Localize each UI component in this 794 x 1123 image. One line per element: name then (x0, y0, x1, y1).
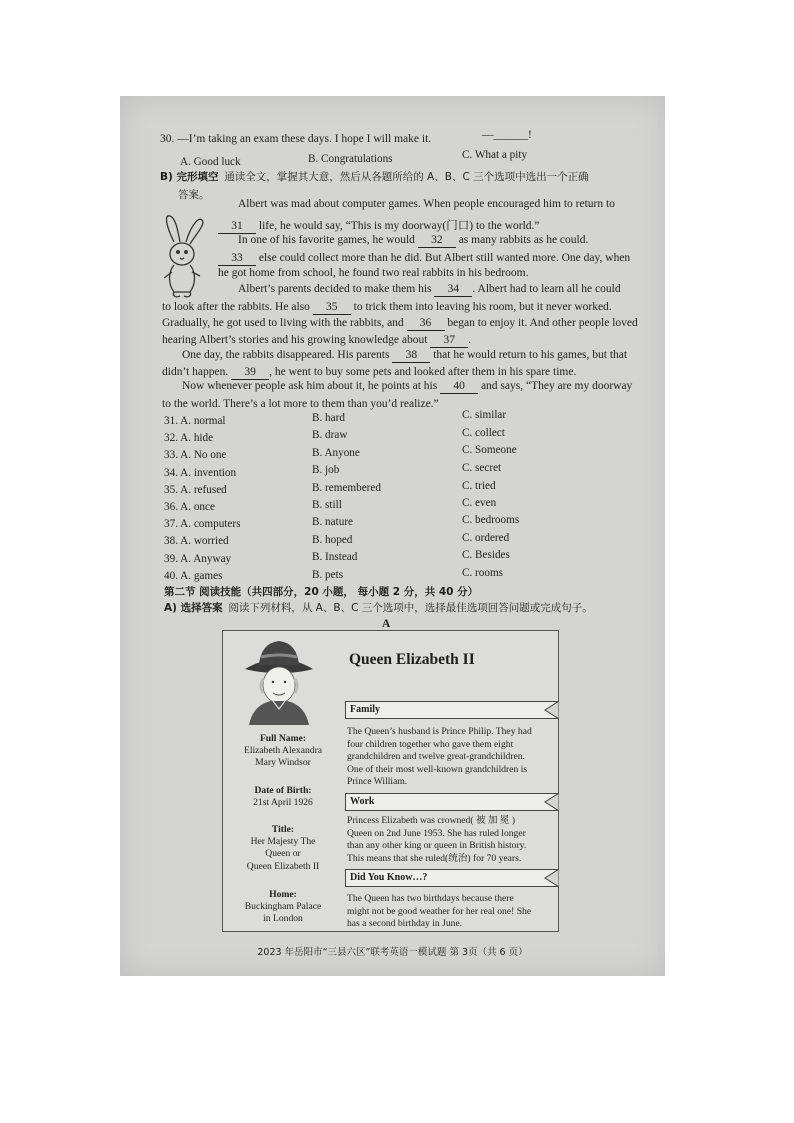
cloze-line-3: In one of his favorite games, he would 32 as many rabbits as he could. (238, 234, 589, 246)
dob-value: 21st April 1926 (253, 797, 313, 809)
blank-36[interactable]: 36 (407, 316, 445, 331)
work-text: Princess Elizabeth was crowned( 被 加 冕 ) Queen on 2nd June 1953. She has ruled longer than any other king or queen in British history. This means that she ruled(统治) for 70 years. (347, 815, 527, 864)
option-32-c: C. collect (462, 427, 505, 439)
option-31-c: C. similar (462, 409, 507, 421)
cloze-line-9: hearing Albert’s stories and his growing knowledge about 37 . (162, 334, 472, 346)
option-36-a: 36. A. once (164, 501, 215, 513)
dob-block (225, 785, 341, 809)
cloze-heading-cont: 答案。 (178, 189, 210, 201)
option-40-b: B. pets (312, 569, 344, 581)
blank-32[interactable]: 32 (418, 233, 456, 248)
home-line-1: Buckingham Palace (244, 901, 322, 913)
blank-38[interactable]: 38 (392, 348, 430, 363)
option-35-a: 35. A. refused (164, 484, 227, 496)
q30-option-b: B. Congratulations (308, 153, 393, 165)
option-32-b: B. draw (312, 429, 348, 441)
ribbon-notch-icon (539, 701, 559, 719)
option-33-a: 33. A. No one (164, 449, 227, 461)
option-38-b: B. hoped (312, 534, 353, 546)
section2-sub-text: 阅读下列材料，从 A、B、C 三个选项中，选择最佳选项回答问题或完成句子。 (228, 602, 593, 614)
option-40-c: C. rooms (462, 567, 504, 579)
cloze-line-1: Albert was mad about computer games. When people encouraged him to return to (238, 198, 615, 210)
option-37-a: 37. A. computers (164, 518, 241, 530)
option-34-b: B. job (312, 464, 340, 476)
blank-40[interactable]: 40 (440, 379, 478, 394)
cloze-line-13: to the world. There’s a lot more to them than you’d realize.” (162, 398, 439, 410)
full-name-label: Full Name: (259, 733, 307, 744)
cloze-line-12: Now whenever people ask him about it, he points at his 40 and says, “They are my doorway (182, 380, 633, 392)
blank-33[interactable]: 33 (218, 251, 256, 266)
card-title: Queen Elizabeth II (349, 651, 475, 668)
option-39-a: 39. A. Anyway (164, 553, 232, 565)
cloze-heading-text: 通读全文，掌握其大意，然后从各题所给的 A、B、C 三个选项中选出一个正确 (224, 171, 589, 183)
option-35-b: B. remembered (312, 482, 381, 494)
section2-sub (164, 601, 593, 615)
option-31-a: 31. A. normal (164, 415, 226, 427)
q30-option-a: A. Good luck (180, 156, 241, 168)
option-38-c: C. ordered (462, 532, 510, 544)
option-37-b: B. nature (312, 516, 354, 528)
option-39-b: B. Instead (312, 551, 358, 563)
q30-reply: —______! (482, 129, 532, 141)
cloze-line-8: Gradually, he got used to living with the rabbits, and 36 began to enjoy it. And other people loved (162, 317, 638, 329)
option-33-b: B. Anyone (312, 447, 360, 459)
family-text: The Queen’s husband is Prince Philip. They had four children together who gave them eight grandchildren and twelve great-grandchildren. One of their most well-known grandchildren is Prince William. (347, 726, 532, 788)
section2-sub-label: A) 选择答案 (164, 602, 223, 614)
cloze-line-2: 31 life, he would say, “This is my doorway(门口) to the world.” (218, 219, 540, 234)
cloze-line-7: to look after the rabbits. He also 35 to trick them into leaving his room, but it never worked. (162, 301, 612, 313)
option-31-b: B. hard (312, 412, 345, 424)
queen-info-card (222, 630, 559, 932)
option-33-c: C. Someone (462, 444, 517, 456)
title-line-3: Queen Elizabeth II (246, 860, 320, 872)
ribbon-notch-icon (539, 869, 559, 887)
cloze-heading-label: B) 完形填空 (160, 171, 219, 183)
blank-31[interactable]: 31 (218, 219, 256, 234)
blank-37[interactable]: 37 (430, 333, 468, 348)
blank-34[interactable]: 34 (434, 282, 472, 297)
home-block (225, 889, 341, 926)
ribbon-notch-icon (539, 793, 559, 811)
title-label: Title: (271, 824, 295, 835)
section2-title: 第二节 阅读技能（共四部分，20 小题， 每小题 2 分，共 40 分） (164, 586, 479, 598)
did-you-know-heading: Did You Know…? (345, 869, 559, 887)
home-label: Home: (269, 889, 297, 900)
option-34-c: C. secret (462, 462, 502, 474)
option-37-c: C. bedrooms (462, 514, 520, 526)
home-line-2: in London (263, 913, 303, 925)
cloze-line-10: One day, the rabbits disappeared. His parents 38 that he would return to his games, but that (182, 349, 628, 361)
option-36-c: C. even (462, 497, 497, 509)
did-you-know-text: The Queen has two birthdays because there might not be good weather for her real one! She has a second birthday in June. (347, 893, 532, 930)
title-line-1: Her Majesty The (250, 836, 316, 848)
option-40-a: 40. A. games (164, 570, 223, 582)
cloze-line-5: he got home from school, he found two real rabbits in his bedroom. (218, 267, 529, 279)
queen-portrait (239, 635, 319, 725)
cloze-line-4: 33 else could collect more than he did. But Albert still wanted more. One day, when (218, 251, 630, 266)
page-footer: 2023 年岳阳市“三县六区”联考英语一模试题 第 3页（共 6 页） (257, 947, 528, 958)
q30-stem: 30. —I’m taking an exam these days. I hope I will make it. (160, 133, 432, 145)
cloze-line-6: Albert’s parents decided to make them his 34 . Albert had to learn all he could (238, 283, 621, 295)
full-name-block (225, 733, 341, 770)
full-name-line-1: Elizabeth Alexandra (243, 745, 323, 757)
option-34-a: 34. A. invention (164, 467, 237, 479)
work-heading: Work (345, 793, 559, 811)
option-39-c: C. Besides (462, 549, 510, 561)
option-32-a: 32. A. hide (164, 432, 214, 444)
family-heading: Family (345, 701, 559, 719)
cloze-line-11: didn’t happen. 39 , he went to buy some pets and looked after them in his spare time. (162, 366, 577, 378)
option-35-c: C. tried (462, 480, 496, 492)
option-38-a: 38. A. worried (164, 535, 229, 547)
passage-letter: A (382, 618, 391, 630)
rabbit-illustration (160, 212, 210, 300)
option-36-b: B. still (312, 499, 342, 511)
dob-label: Date of Birth: (254, 785, 312, 796)
blank-39[interactable]: 39 (231, 365, 269, 380)
title-line-2: Queen or (265, 848, 301, 860)
blank-35[interactable]: 35 (313, 300, 351, 315)
full-name-line-2: Mary Windsor (255, 757, 311, 769)
q30-option-c: C. What a pity (462, 149, 528, 161)
cloze-heading (160, 170, 589, 184)
title-block (225, 824, 341, 873)
